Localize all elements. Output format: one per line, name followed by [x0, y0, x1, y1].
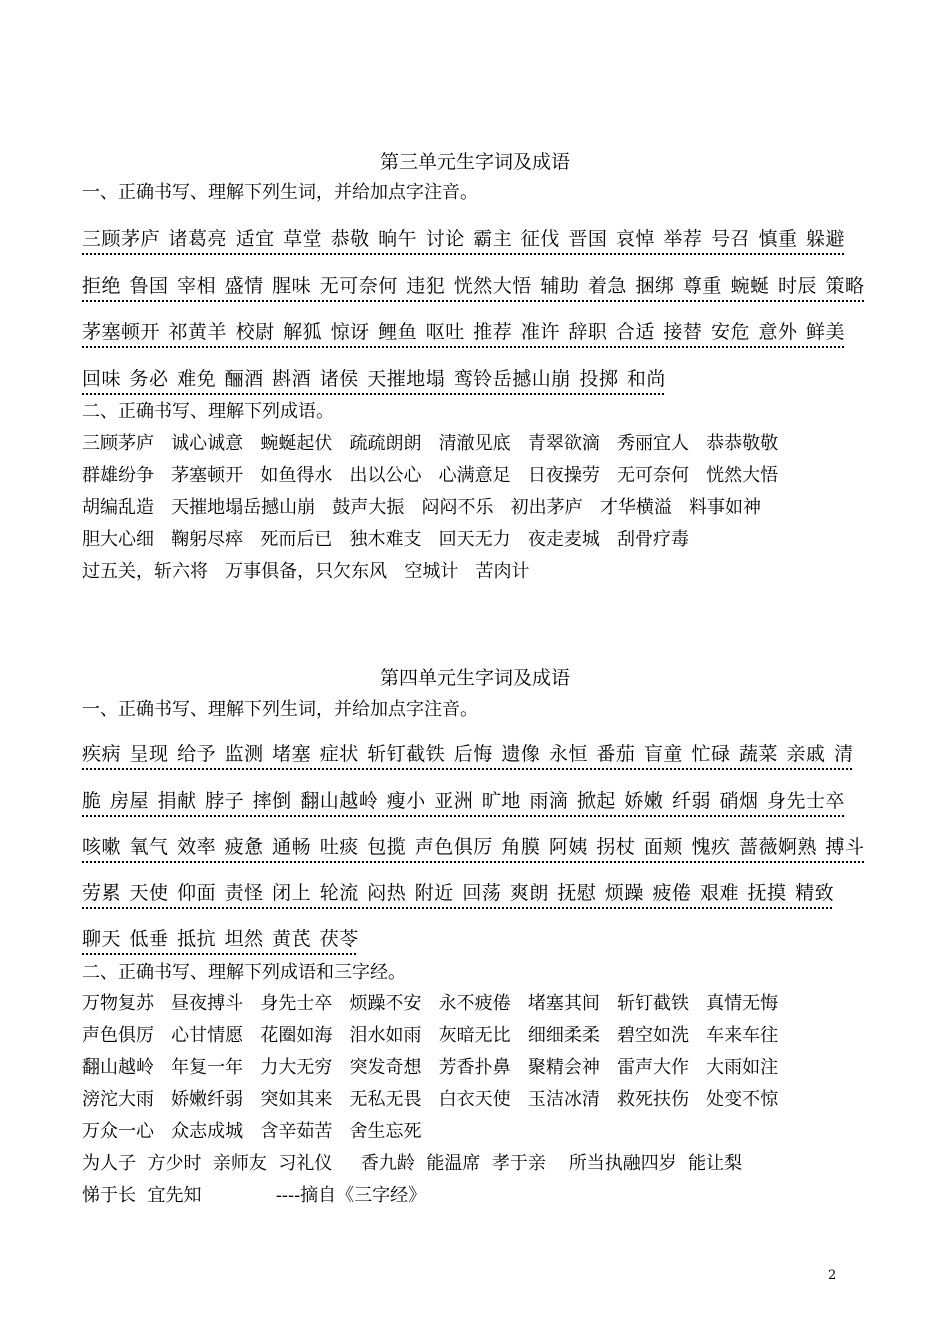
unit3-vocab-line-2: 拒绝 鲁国 宰相 盛情 腥味 无可奈何 违犯 恍然大悟 辅助 着急 捆绑 尊重 蜿蜒 时辰 策略: [82, 275, 865, 297]
unit3-vocab-line-4: 回味 务必 难免 酾酒 斟酒 诸侯 天摧地塌 鸾铃岳撼山崩 投掷 和尚: [82, 368, 666, 390]
unit4-heading-idioms: 二、正确书写、理解下列成语和三字经。: [82, 962, 406, 983]
page-number: 2: [828, 1268, 837, 1283]
unit4-sanzijing-line-1: 为人子 方少时 亲师友 习礼仪 香九龄 能温席 孝于亲 所当执融四岁 能让梨: [82, 1153, 743, 1174]
unit4-vocab-line-3: 咳嗽 氧气 效率 疲惫 通畅 吐痰 包揽 声色俱厉 角膜 阿姨 拐杖 面颊 愧疚 蔷薇婀熟 搏斗: [82, 836, 865, 858]
unit3-vocab-line-3: 茅塞顿开 祁黄羊 校尉 解狐 惊讶 鲤鱼 呕吐 推荐 准许 辞职 合适 接替 安危 意外 鲜美: [82, 321, 846, 343]
unit4-idiom-line-1: 万物复苏 昼夜搏斗 身先士卒 烦躁不安 永不疲倦 堵塞其间 斩钉截铁 真情无悔: [82, 993, 779, 1014]
unit4-vocab-line-2: 脆 房屋 捐献 脖子 摔倒 翻山越岭 瘦小 亚洲 旷地 雨滴 掀起 娇嫩 纤弱 硝烟 身先士卒: [82, 790, 846, 812]
unit4-idiom-line-5: 万众一心 众志成城 含辛茹苦 舍生忘死: [82, 1121, 422, 1142]
unit4-sanzijing-line-2: 悌于长 宜先知 ----摘自《三字经》: [82, 1185, 427, 1206]
unit4-vocab-line-4: 劳累 天使 仰面 责怪 闭上 轮流 闷热 附近 回荡 爽朗 抚慰 烦躁 疲倦 艰难 抚摸 精致: [82, 882, 835, 904]
unit4-vocab-line-1: 疾病 呈现 给予 监测 堵塞 症状 斩钉截铁 后悔 遗像 永恒 番茄 盲童 忙碌 蔬菜 亲戚 清: [82, 743, 854, 765]
unit4-title: 第四单元生字词及成语: [379, 667, 570, 689]
unit3-title: 第三单元生字词及成语: [379, 151, 570, 173]
unit4-idiom-line-3: 翻山越岭 年复一年 力大无穷 突发奇想 芳香扑鼻 聚精会神 雷声大作 大雨如注: [82, 1057, 779, 1078]
unit4-idiom-line-4: 滂沱大雨 娇嫩纤弱 突如其来 无私无畏 白衣天使 玉洁冰清 救死扶伤 处变不惊: [82, 1089, 779, 1110]
unit4-heading-vocab: 一、正确书写、理解下列生词，并给加点字注音。: [82, 699, 478, 720]
unit3-idiom-line-5: 过五关，斩六将 万事俱备，只欠东风 空城计 苦肉计: [82, 561, 530, 582]
unit3-heading-vocab: 一、正确书写、理解下列生词，并给加点字注音。: [82, 182, 478, 203]
unit3-idiom-line-2: 群雄纷争 茅塞顿开 如鱼得水 出以公心 心满意足 日夜操劳 无可奈何 恍然大悟: [82, 465, 779, 486]
unit4-idiom-line-2: 声色俱厉 心甘情愿 花圈如海 泪水如雨 灰暗无比 细细柔柔 碧空如洗 车来车往: [82, 1025, 779, 1046]
unit4-vocab-line-5: 聊天 低垂 抵抗 坦然 黄芪 茯苓: [82, 928, 359, 950]
unit3-vocab-line-1: 三顾茅庐 诸葛亮 适宜 草堂 恭敬 晌午 讨论 霸主 征伐 晋国 哀悼 举荐 号召 慎重 躲避: [82, 228, 846, 250]
unit3-idiom-line-1: 三顾茅庐 诚心诚意 蜿蜒起伏 疏疏朗朗 清澈见底 青翠欲滴 秀丽宜人 恭恭敬敬: [82, 433, 779, 454]
unit3-heading-idioms: 二、正确书写、理解下列成语。: [82, 401, 334, 422]
unit3-idiom-line-3: 胡编乱造 天摧地塌岳撼山崩 鼓声大振 闷闷不乐 初出茅庐 才华横溢 料事如神: [82, 497, 761, 518]
unit3-idiom-line-4: 胆大心细 鞠躬尽瘁 死而后已 独木难支 回天无力 夜走麦城 刮骨疗毒: [82, 529, 689, 550]
